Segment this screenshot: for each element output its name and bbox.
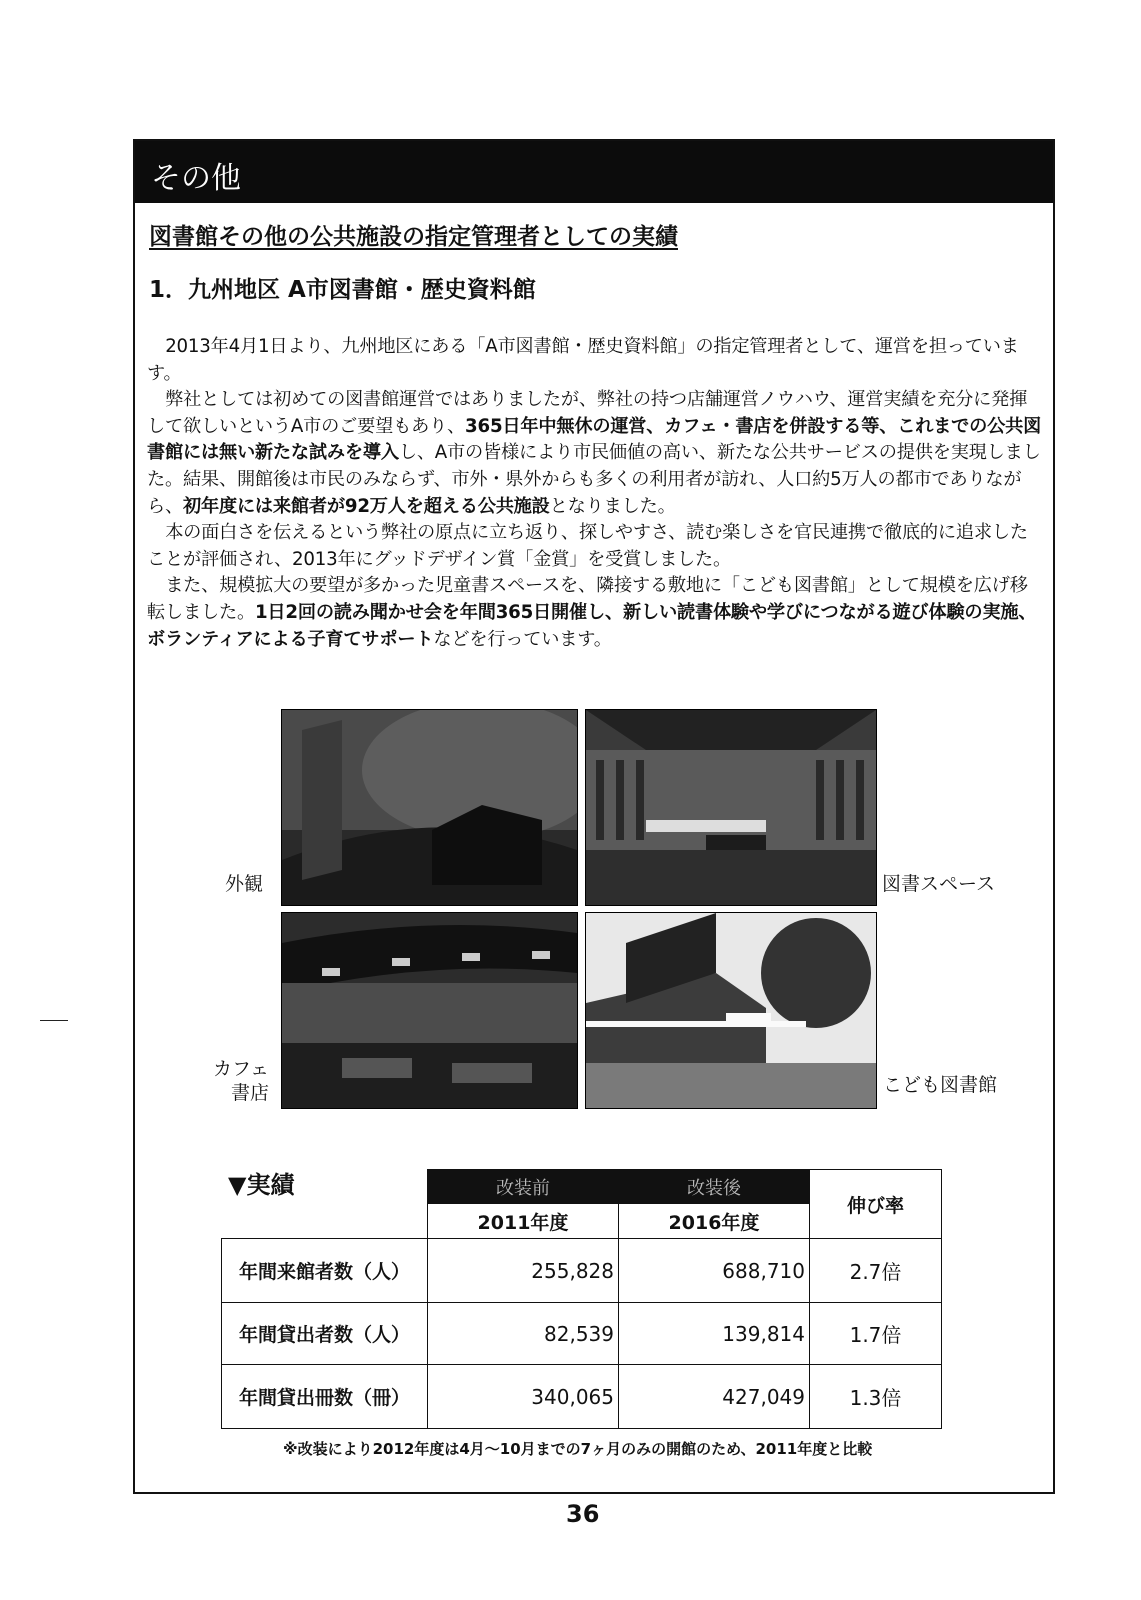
col-header-before: 改装前 xyxy=(428,1170,619,1204)
page-number: 36 xyxy=(566,1500,600,1528)
margin-mark xyxy=(40,1020,68,1021)
col-header-growth: 伸び率 xyxy=(810,1170,942,1239)
photo-kids-library xyxy=(585,912,877,1109)
paragraph-3: 本の面白さを伝えるという弊社の原点に立ち返り、探しやすさ、読む楽しさを官民連携で徹底的に追求したことが評価され、2013年にグッドデザイン賞「金賞」を受賞しました。 xyxy=(147,522,1028,570)
body-text xyxy=(147,334,1042,653)
label-book-space: 図書スペース xyxy=(882,873,996,895)
col-year-before: 2011年度 xyxy=(428,1204,619,1239)
label-cafe-line-2: 書店 xyxy=(230,1082,269,1104)
photo-exterior xyxy=(281,709,578,906)
label-cafe-line-1: カフェ xyxy=(212,1058,269,1080)
value-growth: 1.3倍 xyxy=(810,1365,942,1429)
paragraph-1: 2013年4月1日より、九州地区にある「A市図書館・歴史資料館」の指定管理者として、運営を担っています。 xyxy=(147,336,1019,384)
value-before: 82,539 xyxy=(428,1303,619,1365)
footnote: ※改装により2012年度は4月～10月までの7ヶ月のみの開館のため、2011年度と比較 xyxy=(283,1440,873,1458)
section-header-title: その他 xyxy=(151,161,241,196)
table-row xyxy=(222,1303,942,1365)
section-header-bar xyxy=(135,141,1053,203)
value-after: 688,710 xyxy=(619,1239,810,1303)
value-after: 427,049 xyxy=(619,1365,810,1429)
col-header-after: 改装後 xyxy=(619,1170,810,1204)
table-row xyxy=(222,1365,942,1429)
label-cafe xyxy=(207,1057,269,1105)
results-heading: ▼実績 xyxy=(228,1171,295,1199)
value-before: 340,065 xyxy=(428,1365,619,1429)
value-before: 255,828 xyxy=(428,1239,619,1303)
photo-cafe-bookstore xyxy=(281,912,578,1109)
value-after: 139,814 xyxy=(619,1303,810,1365)
value-growth: 2.7倍 xyxy=(810,1239,942,1303)
paragraph-2: 弊社としては初めての図書館運営ではありましたが、弊社の持つ店舗運営ノウハウ、運営実績を充分に発揮して欲しいというA市のご要望もあり、365日年中無休の運営、カフェ・書店を併設する等、これまでの公共図書館には無い新たな試みを導入し、A市の皆様により市民価値の高い、新たな公共サービスの提供を実現しました。結果、開館後は市民のみならず、市外・県外からも多くの利用者が訪れ、人口約5万人の都市でありながら、初年度には来館者が92万人を超える公共施設となりました。 xyxy=(147,389,1042,517)
row-label: 年間貸出冊数（冊） xyxy=(222,1365,428,1429)
paragraph-4: また、規模拡大の要望が多かった児童書スペースを、隣接する敷地に「こども図書館」として規模を広げ移転しました。1日2回の読み聞かせ会を年間365日開催し、新しい読書体験や学びにつながる遊び体験の実施、ボランティアによる子育てサポートなどを行っています。 xyxy=(147,575,1037,650)
row-label: 年間貸出者数（人） xyxy=(222,1303,428,1365)
row-label: 年間来館者数（人） xyxy=(222,1239,428,1303)
content-frame xyxy=(133,139,1055,1494)
value-growth: 1.7倍 xyxy=(810,1303,942,1365)
col-year-after: 2016年度 xyxy=(619,1204,810,1239)
photo-book-space xyxy=(585,709,877,906)
section-title: 1．九州地区 A市図書館・歴史資料館 xyxy=(149,277,536,303)
results-table xyxy=(221,1169,942,1429)
label-exterior: 外観 xyxy=(225,873,264,895)
table-blank-cell xyxy=(222,1170,428,1239)
label-kids-library: こども図書館 xyxy=(883,1074,998,1096)
main-title: 図書館その他の公共施設の指定管理者としての実績 xyxy=(149,224,678,250)
table-row xyxy=(222,1239,942,1303)
